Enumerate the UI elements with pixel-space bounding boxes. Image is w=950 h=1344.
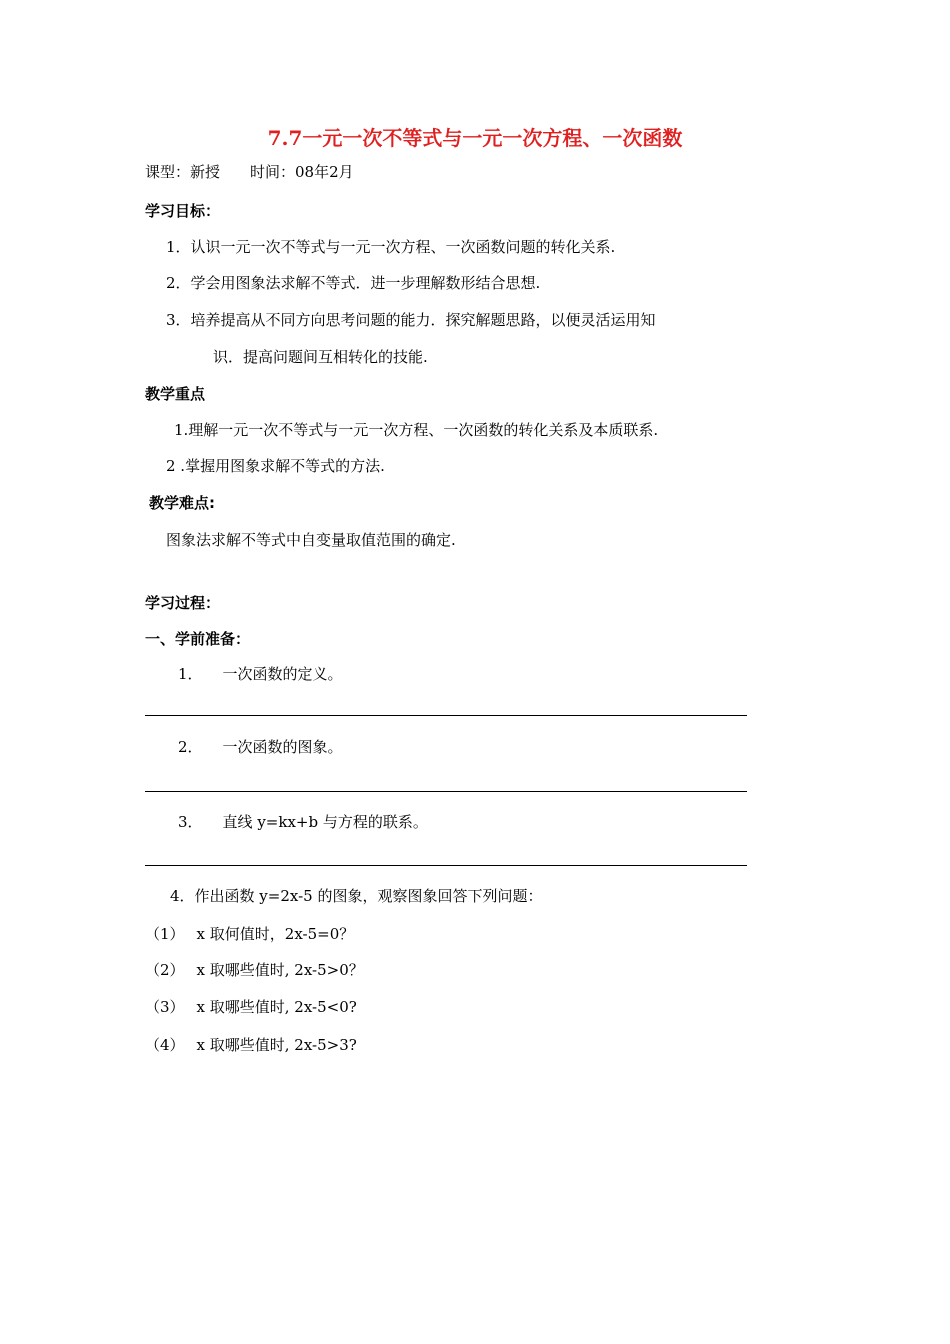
question-number: （4）	[145, 1036, 185, 1054]
question-text: x 取哪些值时, 2x-5<0?	[196, 998, 357, 1016]
course-type: 课型：新授	[145, 163, 221, 181]
objective-item: 1．认识一元一次不等式与一元一次方程、一次函数问题的转化关系.	[166, 238, 616, 256]
answer-blank-line	[145, 791, 747, 792]
question-item	[145, 924, 354, 944]
difficulties-text: 图象法求解不等式中自变量取值范围的确定.	[166, 531, 456, 549]
document-title: 7.7一元一次不等式与一元一次方程、一次函数	[267, 126, 683, 150]
section1-heading: 一、学前准备：	[145, 630, 251, 648]
prep-item-number: 2．	[178, 738, 203, 756]
question-number: （1）	[145, 925, 185, 943]
key-points-heading: 教学重点	[145, 385, 206, 403]
objective-item: 2．学会用图象法求解不等式．进一步理解数形结合思想.	[166, 274, 541, 292]
difficulties-heading: 教学难点:	[149, 494, 215, 512]
item4-text: 4．作出函数 y=2x-5 的图象，观察图象回答下列问题：	[170, 887, 543, 905]
question-text: x 取哪些值时, 2x-5>0？	[196, 961, 364, 979]
prep-item-text: 直线 y=kx+b 与方程的联系。	[222, 813, 428, 831]
prep-item	[178, 737, 343, 757]
meta-line	[145, 162, 354, 182]
question-number: （3）	[145, 998, 185, 1016]
question-text: x 取何值时，2x-5=0？	[196, 925, 355, 943]
key-point-item: 2 .掌握用图象求解不等式的方法.	[166, 457, 385, 475]
question-item	[145, 960, 364, 980]
prep-item-text: 一次函数的图象。	[222, 738, 343, 756]
answer-blank-line	[145, 865, 747, 866]
process-heading: 学习过程：	[145, 594, 221, 612]
prep-item-number: 1．	[178, 665, 203, 683]
question-item	[145, 1035, 357, 1055]
question-item	[145, 997, 357, 1017]
lesson-time: 时间：08年2月	[250, 163, 354, 181]
answer-blank-line	[145, 715, 747, 716]
objective-item: 3．培养提高从不同方向思考问题的能力．探究解题思路，以便灵活运用知	[166, 311, 656, 329]
question-number: （2）	[145, 961, 185, 979]
question-text: x 取哪些值时, 2x-5>3?	[196, 1036, 357, 1054]
prep-item-text: 一次函数的定义。	[222, 665, 343, 683]
prep-item	[178, 812, 428, 832]
prep-item-number: 3．	[178, 813, 203, 831]
key-point-item: 1.理解一元一次不等式与一元一次方程、一次函数的转化关系及本质联系.	[174, 421, 659, 439]
objective-item-continuation: 识．提高问题间互相转化的技能.	[213, 348, 428, 366]
prep-item	[178, 664, 343, 684]
objectives-heading: 学习目标：	[145, 202, 221, 220]
